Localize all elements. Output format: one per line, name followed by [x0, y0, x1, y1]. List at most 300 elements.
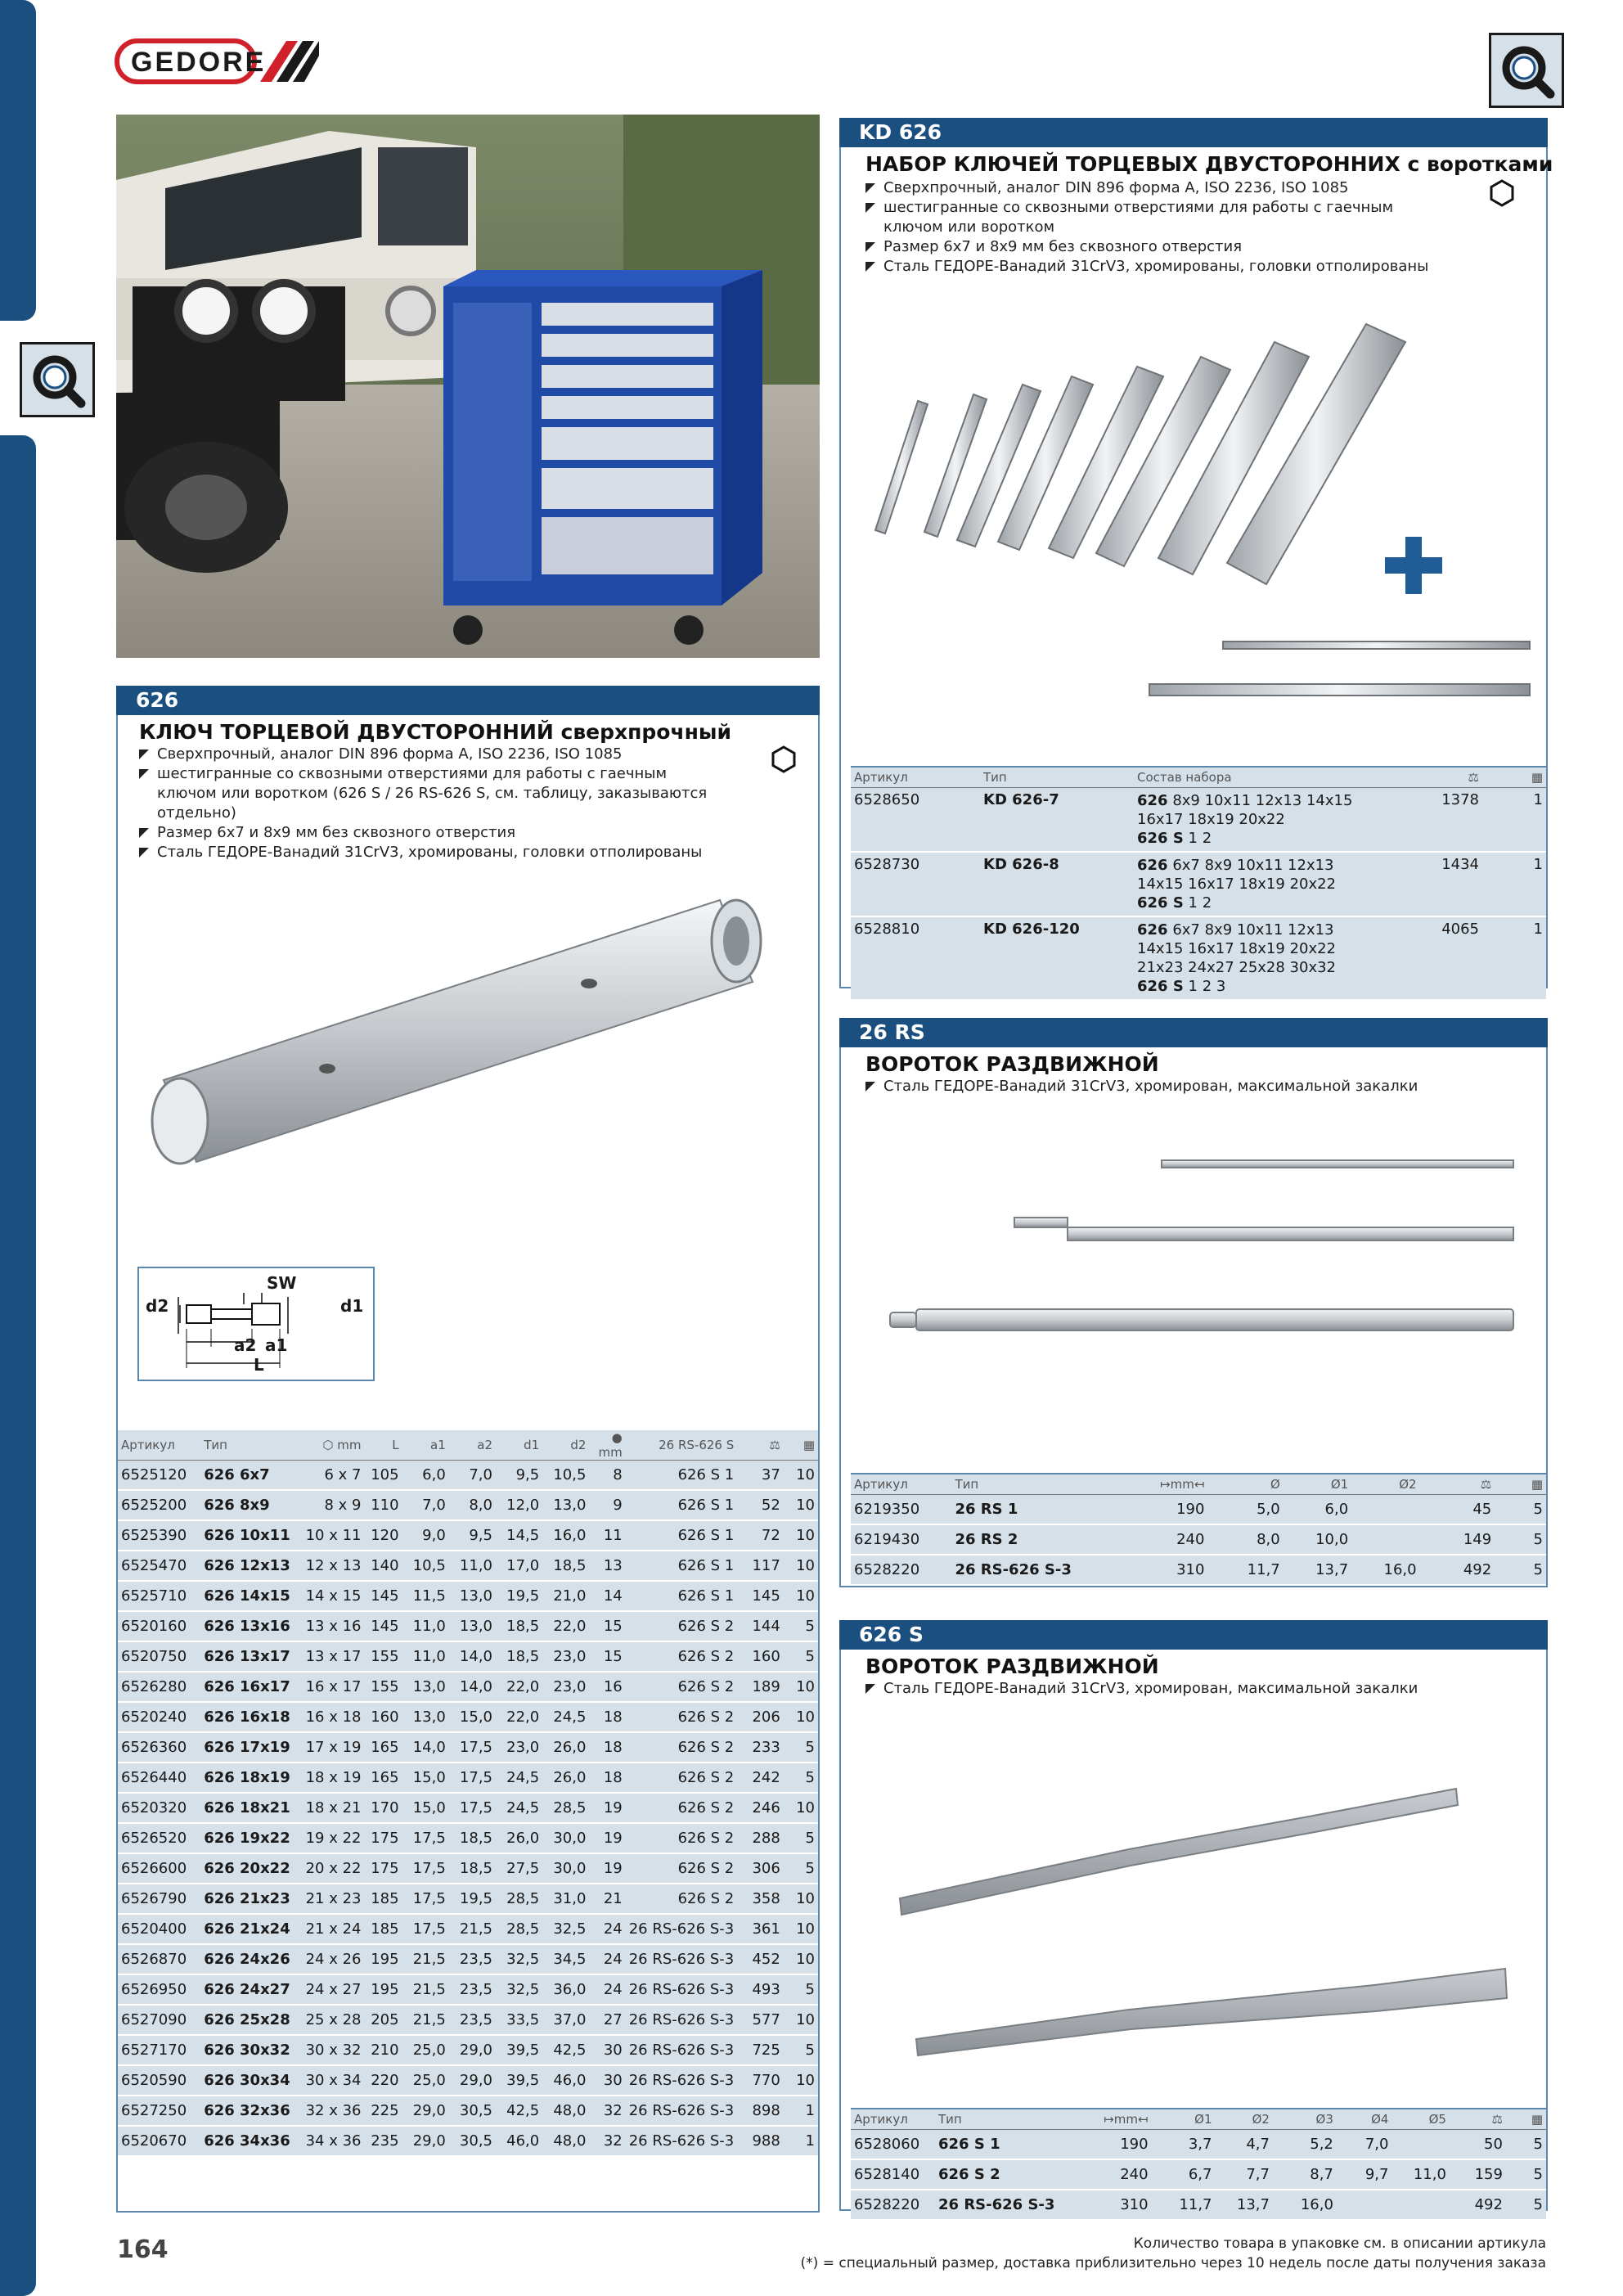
table-cell: 24: [589, 1914, 625, 1944]
table-row: [118, 1551, 818, 1581]
table-cell: 26 RS-626 S-3: [626, 2065, 738, 2096]
s626-table: [851, 2108, 1546, 2221]
table-cell: [1391, 2130, 1449, 2160]
table-cell: 5: [1506, 2190, 1546, 2220]
table-cell: 6528220: [851, 2190, 935, 2220]
table-cell: 9,5: [496, 1461, 542, 1491]
table-cell: 30,5: [449, 2126, 496, 2156]
table-cell: 32 x 36: [296, 2096, 365, 2126]
table-cell: 18: [589, 1732, 625, 1763]
table-cell: 18: [589, 1763, 625, 1793]
table-cell: 26 RS-626 S-3: [626, 2035, 738, 2065]
table-cell: 626 S 2: [626, 1732, 738, 1763]
table-cell: KD 626-7: [980, 788, 1134, 853]
table-cell: 577: [737, 2005, 784, 2035]
table-cell: 17,5: [402, 1884, 449, 1914]
table-cell: 26 RS-626 S-3: [626, 2005, 738, 2035]
table-cell: 15: [589, 1611, 625, 1641]
table-cell: 16,0: [1351, 1555, 1419, 1585]
table-cell: 1: [1482, 916, 1546, 1000]
table-cell: 6219430: [851, 1524, 951, 1555]
table-cell: 31,0: [542, 1884, 589, 1914]
table-cell: 17 x 19: [296, 1732, 365, 1763]
table-cell: 10: [784, 1551, 818, 1581]
table-cell: 626 18x21: [200, 1793, 295, 1823]
table-cell: 626 S 2: [626, 1641, 738, 1672]
table-cell: 6526600: [118, 1853, 200, 1884]
composition-type: 626: [1137, 792, 1168, 809]
table-cell: 9,5: [449, 1520, 496, 1551]
table-cell: 626 S 2: [626, 1611, 738, 1641]
rs26-title: ВОРОТОК РАЗДВИЖНОЙ: [865, 1052, 1159, 1076]
table-cell: 21: [589, 1884, 625, 1914]
hole-mm-icon: ● mm: [589, 1430, 625, 1461]
col-header: Ø2: [1216, 2109, 1273, 2130]
table-cell: 29,0: [449, 2065, 496, 2096]
section-wrench-icon: [20, 342, 95, 417]
table-cell: 7,7: [1216, 2159, 1273, 2190]
table-cell: 105: [365, 1461, 402, 1491]
table-cell: 9,7: [1337, 2159, 1392, 2190]
table-cell: 6525390: [118, 1520, 200, 1551]
kd626-table: [851, 766, 1546, 1001]
table-cell: 626 S 1: [626, 1461, 738, 1491]
kd626-table-body: [851, 788, 1546, 1001]
table-cell: 626 12x13: [200, 1551, 295, 1581]
table-cell: 626 19x22: [200, 1823, 295, 1853]
composition-type: 626 S: [1137, 894, 1184, 912]
table-cell: 189: [737, 1672, 784, 1702]
table-cell: 11,5: [402, 1581, 449, 1611]
col-header: Тип: [980, 768, 1134, 788]
table-cell: 240: [1117, 1524, 1208, 1555]
rs26-bullets: [864, 1077, 1518, 1096]
table-cell: 6525200: [118, 1490, 200, 1520]
composition-line: [1137, 958, 1382, 977]
table-cell: 26,0: [496, 1823, 542, 1853]
col-header: Артикул: [851, 768, 980, 788]
table-cell: 24,5: [496, 1763, 542, 1793]
rs26-bars-image: [883, 1146, 1530, 1358]
s626-title: ВОРОТОК РАЗДВИЖНОЙ: [865, 1654, 1159, 1678]
table-row: [118, 1702, 818, 1732]
section-wrench-icon-top: [1489, 33, 1564, 108]
table-cell: 14,0: [449, 1641, 496, 1672]
table-cell: 10,5: [542, 1461, 589, 1491]
table-row: [118, 2126, 818, 2156]
table-cell: 6528140: [851, 2159, 935, 2190]
page-number: 164: [117, 2235, 169, 2264]
composition-sizes: 1 2: [1188, 894, 1212, 912]
table-cell: 626 32x36: [200, 2096, 295, 2126]
table-cell: 37,0: [542, 2005, 589, 2035]
composition-sizes: 16x17 18x19 20x22: [1137, 811, 1285, 828]
table-cell: 626 8x9: [200, 1490, 295, 1520]
table-cell: 21 x 23: [296, 1884, 365, 1914]
table-cell: 4,7: [1216, 2130, 1273, 2160]
table-row: [851, 916, 1546, 1000]
table-cell: 21,5: [402, 2005, 449, 2035]
table-cell: 205: [365, 2005, 402, 2035]
table-row: [851, 852, 1546, 916]
table-cell: 17,5: [449, 1793, 496, 1823]
hex-profile-icon: [769, 745, 798, 774]
col-header: d1: [496, 1430, 542, 1461]
table-cell: 5: [1495, 1524, 1546, 1555]
table-cell: 26 RS-626 S-3: [935, 2190, 1075, 2220]
col-header: a1: [402, 1430, 449, 1461]
composition-line: [1137, 829, 1382, 848]
table-cell: 16 x 18: [296, 1702, 365, 1732]
table-row: [118, 1914, 818, 1944]
table-cell: [1351, 1495, 1419, 1525]
table-cell: 492: [1450, 2190, 1506, 2220]
table-cell: 6520750: [118, 1641, 200, 1672]
table-cell: 15,0: [402, 1763, 449, 1793]
set-composition: [1134, 916, 1386, 1000]
table-cell: 26 RS-626 S-3: [626, 2126, 738, 2156]
table-cell: 159: [1450, 2159, 1506, 2190]
table-cell: 26 RS-626 S-3: [626, 1944, 738, 1974]
table-cell: 1378: [1386, 788, 1482, 853]
table-cell: 1: [784, 2126, 818, 2156]
kd626-code: KD 626: [859, 120, 942, 144]
table-cell: 5: [784, 1611, 818, 1641]
table-cell: 18,5: [542, 1551, 589, 1581]
table-cell: [1391, 2190, 1449, 2220]
table-row: [118, 1823, 818, 1853]
table-cell: 626 10x11: [200, 1520, 295, 1551]
table-cell: 626 25x28: [200, 2005, 295, 2035]
table-row: [118, 2065, 818, 2096]
table-row: [118, 1461, 818, 1491]
table-cell: 18,5: [496, 1641, 542, 1672]
table-cell: 175: [365, 1823, 402, 1853]
rs26-code: 26 RS: [859, 1020, 925, 1044]
table-cell: 6520320: [118, 1793, 200, 1823]
table-cell: 32,5: [542, 1914, 589, 1944]
set-composition: [1134, 788, 1386, 853]
table-cell: 52: [737, 1490, 784, 1520]
table-cell: 4065: [1386, 916, 1482, 1000]
table-cell: 6526360: [118, 1732, 200, 1763]
table-cell: 22,0: [542, 1611, 589, 1641]
table-cell: 5: [1506, 2130, 1546, 2160]
composition-type: 626: [1137, 921, 1168, 939]
table-cell: 15,0: [402, 1793, 449, 1823]
col-header: Тип: [200, 1430, 295, 1461]
bullet: Размер 6x7 и 8x9 мм без сквозного отверстия: [137, 823, 726, 843]
table-cell: 17,5: [402, 1914, 449, 1944]
table-cell: 26 RS 2: [951, 1524, 1116, 1555]
table-cell: 5: [784, 1732, 818, 1763]
col-header: Тип: [935, 2109, 1075, 2130]
table-cell: 246: [737, 1793, 784, 1823]
table-cell: 626 S 2: [626, 1884, 738, 1914]
composition-sizes: 8x9 10x11 12x13 14x15: [1172, 792, 1353, 809]
table-cell: 10: [784, 1944, 818, 1974]
table-cell: 626 S 2: [626, 1672, 738, 1702]
bullet: шестигранные со сквозными отверстиями для работы с гаечным ключом или воротком: [864, 198, 1436, 237]
table-cell: 30 x 32: [296, 2035, 365, 2065]
table-cell: [1337, 2190, 1392, 2220]
table-cell: 626 13x17: [200, 1641, 295, 1672]
table-cell: 21,5: [449, 1914, 496, 1944]
table-cell: 8,0: [1207, 1524, 1283, 1555]
table-cell: 6527090: [118, 2005, 200, 2035]
table-cell: 240: [1075, 2159, 1152, 2190]
ring-spanner-icon: [27, 349, 88, 410]
weight-icon: ⚖: [1386, 768, 1482, 788]
table-cell: 13,7: [1216, 2190, 1273, 2220]
col-header: Ø1: [1152, 2109, 1216, 2130]
table-cell: 626 S 2: [626, 1853, 738, 1884]
table-cell: 6526520: [118, 1823, 200, 1853]
table-cell: 23,5: [449, 2005, 496, 2035]
table-cell: 10: [784, 1490, 818, 1520]
col-header: Тип: [951, 1474, 1116, 1495]
table-cell: 23,5: [449, 1974, 496, 2005]
table-cell: 145: [365, 1581, 402, 1611]
composition-line: [1137, 921, 1382, 939]
table-cell: 6526440: [118, 1763, 200, 1793]
table-cell: 6526870: [118, 1944, 200, 1974]
table-cell: 11: [589, 1520, 625, 1551]
table-cell: 626 S 2: [626, 1702, 738, 1732]
table-cell: 26,0: [542, 1732, 589, 1763]
table-cell: 725: [737, 2035, 784, 2065]
table-cell: 29,0: [402, 2096, 449, 2126]
table-cell: 8 x 9: [296, 1490, 365, 1520]
table-row: [118, 1672, 818, 1702]
table-cell: 42,5: [496, 2096, 542, 2126]
table-cell: 6528220: [851, 1555, 951, 1585]
col-header: Артикул: [851, 2109, 935, 2130]
table-row: [118, 2005, 818, 2035]
kd626-header: [839, 118, 1548, 147]
sidebar-strip-bottom: [0, 435, 36, 2296]
dim-d1: d1: [340, 1296, 364, 1316]
table-row: [118, 1611, 818, 1641]
table-cell: 17,5: [402, 1853, 449, 1884]
table-cell: 39,5: [496, 2065, 542, 2096]
table-cell: 15,0: [449, 1702, 496, 1732]
table-cell: 5: [1495, 1495, 1546, 1525]
table-cell: 16,0: [542, 1520, 589, 1551]
table-cell: 140: [365, 1551, 402, 1581]
table-row: [851, 2159, 1546, 2190]
product-photo: [116, 115, 820, 658]
table-cell: 155: [365, 1641, 402, 1672]
table-cell: 46,0: [542, 2065, 589, 2096]
s626-header: [839, 1620, 1548, 1650]
table-cell: 6526280: [118, 1672, 200, 1702]
table-cell: 23,0: [496, 1732, 542, 1763]
table-cell: 19: [589, 1793, 625, 1823]
table-cell: 626 S 2: [626, 1763, 738, 1793]
table-cell: 206: [737, 1702, 784, 1732]
table-cell: 22,0: [496, 1702, 542, 1732]
composition-type: 626 S: [1137, 978, 1184, 995]
table-cell: 626 S 2: [935, 2159, 1075, 2190]
table-cell: 1: [1482, 788, 1546, 853]
table-cell: 626 14x15: [200, 1581, 295, 1611]
table-cell: 11,7: [1207, 1555, 1283, 1585]
composition-line: [1137, 810, 1382, 829]
table-cell: 21,5: [402, 1944, 449, 1974]
table-cell: 10: [784, 1461, 818, 1491]
table-cell: 6527170: [118, 2035, 200, 2065]
table-cell: 6 x 7: [296, 1461, 365, 1491]
table-cell: 225: [365, 2096, 402, 2126]
table-cell: 7,0: [449, 1461, 496, 1491]
table-cell: 626 24x27: [200, 1974, 295, 2005]
table-cell: 28,5: [496, 1914, 542, 1944]
table-row: [851, 1555, 1546, 1585]
p626-spanner-image: [147, 884, 785, 1195]
table-cell: 26 RS-626 S-3: [626, 1974, 738, 2005]
table-row: [118, 1793, 818, 1823]
col-header: Ø2: [1351, 1474, 1419, 1495]
table-cell: 626 21x23: [200, 1884, 295, 1914]
table-row: [851, 2190, 1546, 2220]
table-cell: 190: [1075, 2130, 1152, 2160]
table-cell: 6219350: [851, 1495, 951, 1525]
s626-table-body: [851, 2130, 1546, 2221]
table-cell: 12,0: [496, 1490, 542, 1520]
table-row: [118, 1520, 818, 1551]
table-row: [118, 2096, 818, 2126]
table-cell: 310: [1117, 1555, 1208, 1585]
col-header: Артикул: [118, 1430, 200, 1461]
table-cell: 626 30x34: [200, 2065, 295, 2096]
table-cell: 24: [589, 1974, 625, 2005]
table-cell: 5: [784, 1974, 818, 2005]
table-cell: 626 S 1: [626, 1520, 738, 1551]
table-cell: 5: [784, 1853, 818, 1884]
p626-dimension-diagram: [137, 1267, 375, 1381]
table-cell: 46,0: [496, 2126, 542, 2156]
table-cell: 14,5: [496, 1520, 542, 1551]
table-cell: 32: [589, 2126, 625, 2156]
table-cell: 6526790: [118, 1884, 200, 1914]
table-cell: 6520400: [118, 1914, 200, 1944]
table-cell: 190: [1117, 1495, 1208, 1525]
p626-header: [116, 686, 820, 715]
table-cell: 6520590: [118, 2065, 200, 2096]
table-cell: 1: [1482, 852, 1546, 916]
table-cell: 7,0: [1337, 2130, 1392, 2160]
table-cell: 24: [589, 1944, 625, 1974]
table-cell: 14: [589, 1581, 625, 1611]
table-cell: 626 13x16: [200, 1611, 295, 1641]
bullet: Сталь ГЕДОРЕ-Ванадий 31CrV3, хромированы, головки отполированы: [864, 257, 1436, 277]
table-cell: 626 S 1: [935, 2130, 1075, 2160]
table-row: [118, 1732, 818, 1763]
table-cell: 33,5: [496, 2005, 542, 2035]
table-row: [118, 1581, 818, 1611]
table-cell: 6527250: [118, 2096, 200, 2126]
composition-sizes: 6x7 8x9 10x11 12x13: [1172, 857, 1334, 874]
table-cell: 626 18x19: [200, 1763, 295, 1793]
table-cell: 6528810: [851, 916, 980, 1000]
composition-line: [1137, 939, 1382, 958]
table-cell: 5,0: [1207, 1495, 1283, 1525]
table-cell: 175: [365, 1853, 402, 1884]
table-cell: 626 34x36: [200, 2126, 295, 2156]
table-cell: 10: [784, 1914, 818, 1944]
table-cell: 5: [784, 1823, 818, 1853]
col-header: Ø4: [1337, 2109, 1392, 2130]
dim-a2: a2: [234, 1335, 257, 1355]
table-cell: 10: [784, 1702, 818, 1732]
table-cell: 10,0: [1284, 1524, 1351, 1555]
table-cell: 626 16x17: [200, 1672, 295, 1702]
table-cell: 18 x 21: [296, 1793, 365, 1823]
table-row: [118, 2035, 818, 2065]
table-cell: 220: [365, 2065, 402, 2096]
table-cell: 24 x 26: [296, 1944, 365, 1974]
composition-sizes: 14x15 16x17 18x19 20x22: [1137, 940, 1337, 957]
table-cell: 13,0: [449, 1611, 496, 1641]
col-header: a2: [449, 1430, 496, 1461]
table-cell: 310: [1075, 2190, 1152, 2220]
table-cell: 233: [737, 1732, 784, 1763]
table-cell: 626 S 2: [626, 1823, 738, 1853]
table-cell: 145: [365, 1611, 402, 1641]
table-cell: 7,0: [402, 1490, 449, 1520]
table-cell: 23,5: [449, 1944, 496, 1974]
table-cell: 15: [589, 1641, 625, 1672]
table-cell: KD 626-8: [980, 852, 1134, 916]
table-cell: 37: [737, 1461, 784, 1491]
table-cell: 185: [365, 1914, 402, 1944]
table-cell: 19: [589, 1853, 625, 1884]
table-cell: 29,0: [449, 2035, 496, 2065]
rs26-header: [839, 1018, 1548, 1047]
table-cell: 19: [589, 1823, 625, 1853]
table-row: [118, 1944, 818, 1974]
table-cell: 26,0: [542, 1763, 589, 1793]
table-cell: 30: [589, 2065, 625, 2096]
table-cell: 155: [365, 1672, 402, 1702]
table-cell: 48,0: [542, 2126, 589, 2156]
table-cell: 6520670: [118, 2126, 200, 2156]
table-cell: 361: [737, 1914, 784, 1944]
composition-type: 626: [1137, 857, 1168, 874]
table-cell: 988: [737, 2126, 784, 2156]
pack-icon: ▦: [1506, 2109, 1546, 2130]
table-cell: 11,7: [1152, 2190, 1216, 2220]
table-cell: 13 x 16: [296, 1611, 365, 1641]
table-cell: 13,0: [402, 1702, 449, 1732]
table-row: [118, 1884, 818, 1914]
table-cell: 10: [784, 1520, 818, 1551]
p626-title: КЛЮЧ ТОРЦЕВОЙ ДВУСТОРОННИЙ сверхпрочный: [139, 720, 732, 744]
pack-icon: ▦: [1482, 768, 1546, 788]
table-cell: 32,5: [496, 1974, 542, 2005]
col-header: d2: [542, 1430, 589, 1461]
table-cell: 145: [737, 1581, 784, 1611]
table-cell: 28,5: [542, 1793, 589, 1823]
table-cell: 9: [589, 1490, 625, 1520]
table-cell: 493: [737, 1974, 784, 2005]
footer-note-1: Количество товара в упаковке см. в описании артикула: [1133, 2235, 1546, 2252]
table-cell: 626 S 1: [626, 1490, 738, 1520]
table-cell: 25,0: [402, 2065, 449, 2096]
hex-profile-icon: [1487, 178, 1517, 208]
table-cell: 6,0: [1284, 1495, 1351, 1525]
